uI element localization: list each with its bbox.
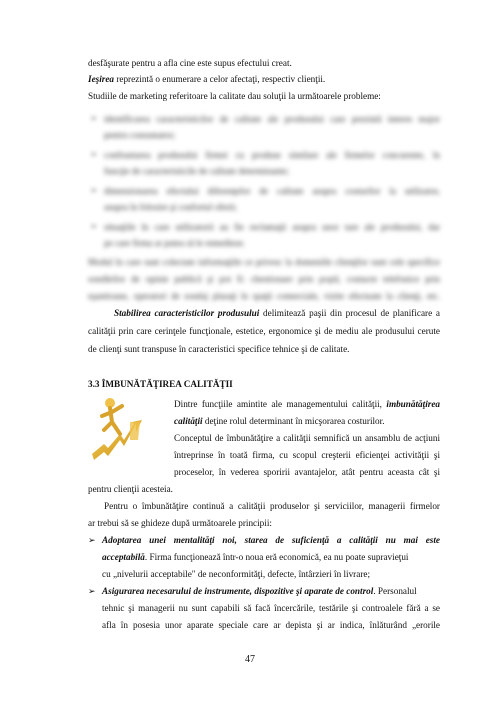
text-line: Conceptul de îmbunătăţire a calităţii semnifică un ansamblu de acţiuni [174,433,440,443]
section-heading: 3.3 ÎMBUNĂTĂŢIREA CALITĂŢII [88,379,233,389]
blurred-line: eşantioane, operatori de sondaj plasaţi în spaţii comerciale, vizite efectuate la clienţi, etc. [88,291,440,301]
blurred-line: dimensionarea efectului diferenţelor de calitate asupra costurilor la utilizator, [104,186,440,196]
bullet-icon: ➢ [90,149,98,159]
blurred-line: funcţie de caracteristicile de calitate determinante; [104,166,289,176]
text-line: întreprinse în toată firma, cu scopul creşterii eficienţei activităţii şi [174,450,440,460]
text-line: calităţii deţine rolul determinant în micşorarea costurilor. [174,416,385,426]
text-line: pentru clienţii acesteia. [88,484,173,494]
text-line: Stabilirea caracteristicilor produsului delimitează paşii din procesul de planificare a [114,308,440,318]
bullet-icon: ➢ [90,113,98,123]
blurred-line: confruntarea produsului firmei cu produse similare ale firmelor concurente, în [104,150,440,160]
blurred-line: pentru consumator; [104,130,176,140]
list-item: ➢ Asigurarea necesarului de instrumente, dispozitive şi aparate de control. Personalul [88,586,417,596]
blurred-line: identificarea caracteristicilor de calitate ale produsului care prezintă interes major [104,114,440,124]
text-line: Pentru o îmbunătăţire continuă a calităţii produselor şi serviciilor, managerii firmelor [104,501,440,511]
text-line: Ieşirea reprezintă o enumerare a celor afectaţi, respectiv clienţii. [88,74,326,84]
list-item: ➢ Adoptarea unei mentalităţi noi, starea de suficienţă a calităţii nu mai este [88,535,440,545]
text-line: afla în posesia unor aparate speciale care ar depista şi ar indica, înlăturând „erorile [102,620,440,630]
text-line: proceselor, în vederea sporirii avantajelor, atât pentru aceasta cât şi [174,467,440,477]
blurred-line: pe care firma ar putea să le remedieze. [104,238,246,248]
text-line: ar trebui să se ghideze după următoarele principii: [88,518,272,528]
blurred-line: asupra în folosire şi confortul oferit; [104,202,237,212]
page-number: 47 [245,654,255,665]
bullet-icon: ➢ [90,185,98,195]
text-line: tehnic şi managerii nu sunt capabili să facă încercările, testările şi controalele fără a se [102,603,440,613]
term-iesirea: Ieşirea [88,74,115,84]
blurred-line: Modul în care sunt colectate informaţiile ce privesc la domeniile clienţilor sunt cele specifice [88,257,440,267]
text-line: Dintre funcţiile amintite ale managementului calităţii, îmbunătăţirea [174,399,440,409]
blurred-line: sondărilor de opinie publică şi pot fi: chestionare prin poştă, contacte telefonice prin [88,274,440,284]
growth-figure-icon [90,394,148,466]
term-stabilirea: Stabilirea caracteristicilor produsului [114,308,260,318]
blurred-line: situaţiile în care utilizatorii au fie reclamaţii asupra unor tare ale produsului, dar [104,222,440,232]
arrow-bullet-icon: ➢ [88,586,96,596]
text-line: Studiile de marketing referitoare la calitate dau soluţii la următoarele probleme: [88,91,381,101]
arrow-bullet-icon: ➢ [88,535,96,545]
text-line: cu „nivelurii acceptabile" de neconformităţi, defecte, întârzieri în livrare; [102,569,371,579]
bullet-icon: ➢ [90,221,98,231]
text-line: calităţii prin care cerinţele funcţionale, estetice, ergonomice şi de mediu ale produsului cerute [88,326,440,336]
text-line: desfăşurate pentru a afla cine este supus efectului creat. [88,58,292,68]
text-line: de clienţi sunt transpuse în caracteristici specifice tehnice şi de calitate. [88,344,350,354]
text-line: acceptabilă. Firma funcţionează într-o noua eră economică, ea nu poate supravieţui [102,552,409,562]
